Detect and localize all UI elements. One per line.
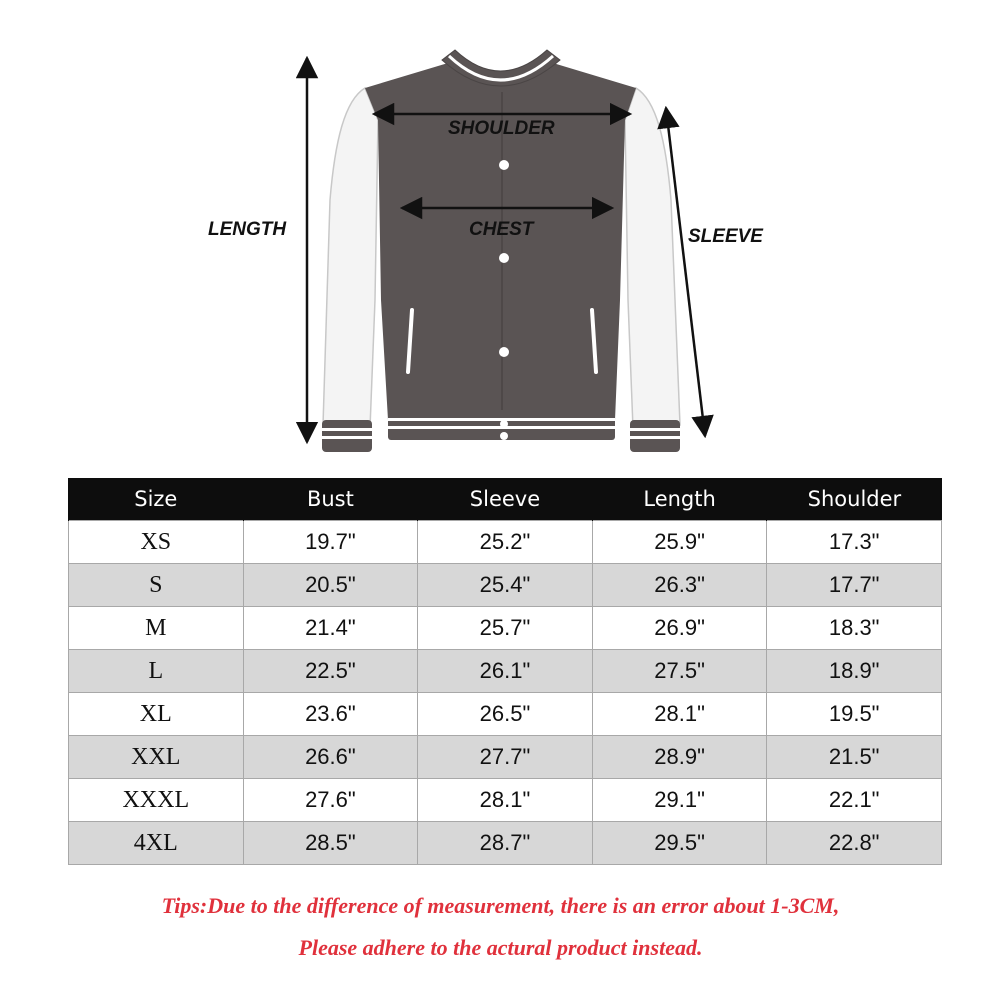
tips-line-2: Please adhere to the actural product instead. (298, 935, 703, 960)
size-cell: 4XL (69, 822, 244, 865)
right-cuff (630, 420, 680, 452)
size-cell: XXXL (69, 779, 244, 822)
shoulder-cell: 18.3" (767, 607, 942, 650)
shoulder-cell: 22.8" (767, 822, 942, 865)
sleeve-cell: 26.1" (418, 650, 593, 693)
right-sleeve (625, 88, 680, 428)
size-cell: XL (69, 693, 244, 736)
bust-cell: 20.5" (243, 564, 418, 607)
size-cell: L (69, 650, 244, 693)
sleeve-cell: 28.1" (418, 779, 593, 822)
button (499, 253, 509, 263)
header-size: Size (69, 478, 244, 521)
bust-cell: 26.6" (243, 736, 418, 779)
sleeve-cell: 28.7" (418, 822, 593, 865)
header-sleeve: Sleeve (418, 478, 593, 521)
left-sleeve (323, 88, 378, 428)
size-cell: XS (69, 521, 244, 564)
tips-line-1: Tips:Due to the difference of measurement, there is an error about 1-3CM, (161, 893, 840, 918)
length-cell: 26.9" (592, 607, 767, 650)
table-header-row (69, 478, 942, 521)
chest-label: CHEST (469, 219, 534, 240)
sleeve-cell: 25.2" (418, 521, 593, 564)
length-cell: 29.1" (592, 779, 767, 822)
shoulder-cell: 18.9" (767, 650, 942, 693)
table-row (69, 693, 942, 736)
length-cell: 28.1" (592, 693, 767, 736)
length-cell: 25.9" (592, 521, 767, 564)
length-cell: 29.5" (592, 822, 767, 865)
header-shoulder: Shoulder (767, 478, 942, 521)
table-row (69, 779, 942, 822)
bust-cell: 27.6" (243, 779, 418, 822)
sleeve-cell: 26.5" (418, 693, 593, 736)
table-row (69, 564, 942, 607)
length-cell: 28.9" (592, 736, 767, 779)
bust-cell: 23.6" (243, 693, 418, 736)
table-row (69, 822, 942, 865)
length-label: LENGTH (208, 219, 287, 240)
shoulder-label: SHOULDER (448, 118, 555, 139)
button (500, 432, 508, 440)
table-row (69, 650, 942, 693)
shoulder-cell: 21.5" (767, 736, 942, 779)
bust-cell: 19.7" (243, 521, 418, 564)
sleeve-cell: 25.7" (418, 607, 593, 650)
shoulder-cell: 22.1" (767, 779, 942, 822)
size-cell: M (69, 607, 244, 650)
table-row (69, 521, 942, 564)
table-row (69, 736, 942, 779)
size-cell: S (69, 564, 244, 607)
size-cell: XXL (69, 736, 244, 779)
left-cuff (322, 420, 372, 452)
shoulder-cell: 19.5" (767, 693, 942, 736)
bust-cell: 22.5" (243, 650, 418, 693)
button (500, 420, 508, 428)
sleeve-cell: 25.4" (418, 564, 593, 607)
shoulder-cell: 17.7" (767, 564, 942, 607)
button (499, 347, 509, 357)
header-length: Length (592, 478, 767, 521)
bust-cell: 28.5" (243, 822, 418, 865)
bust-cell: 21.4" (243, 607, 418, 650)
sleeve-cell: 27.7" (418, 736, 593, 779)
table-row (69, 607, 942, 650)
sleeve-label: SLEEVE (688, 226, 763, 247)
size-chart-table (68, 478, 942, 865)
shoulder-cell: 17.3" (767, 521, 942, 564)
length-cell: 26.3" (592, 564, 767, 607)
header-bust: Bust (243, 478, 418, 521)
button (499, 160, 509, 170)
length-cell: 27.5" (592, 650, 767, 693)
